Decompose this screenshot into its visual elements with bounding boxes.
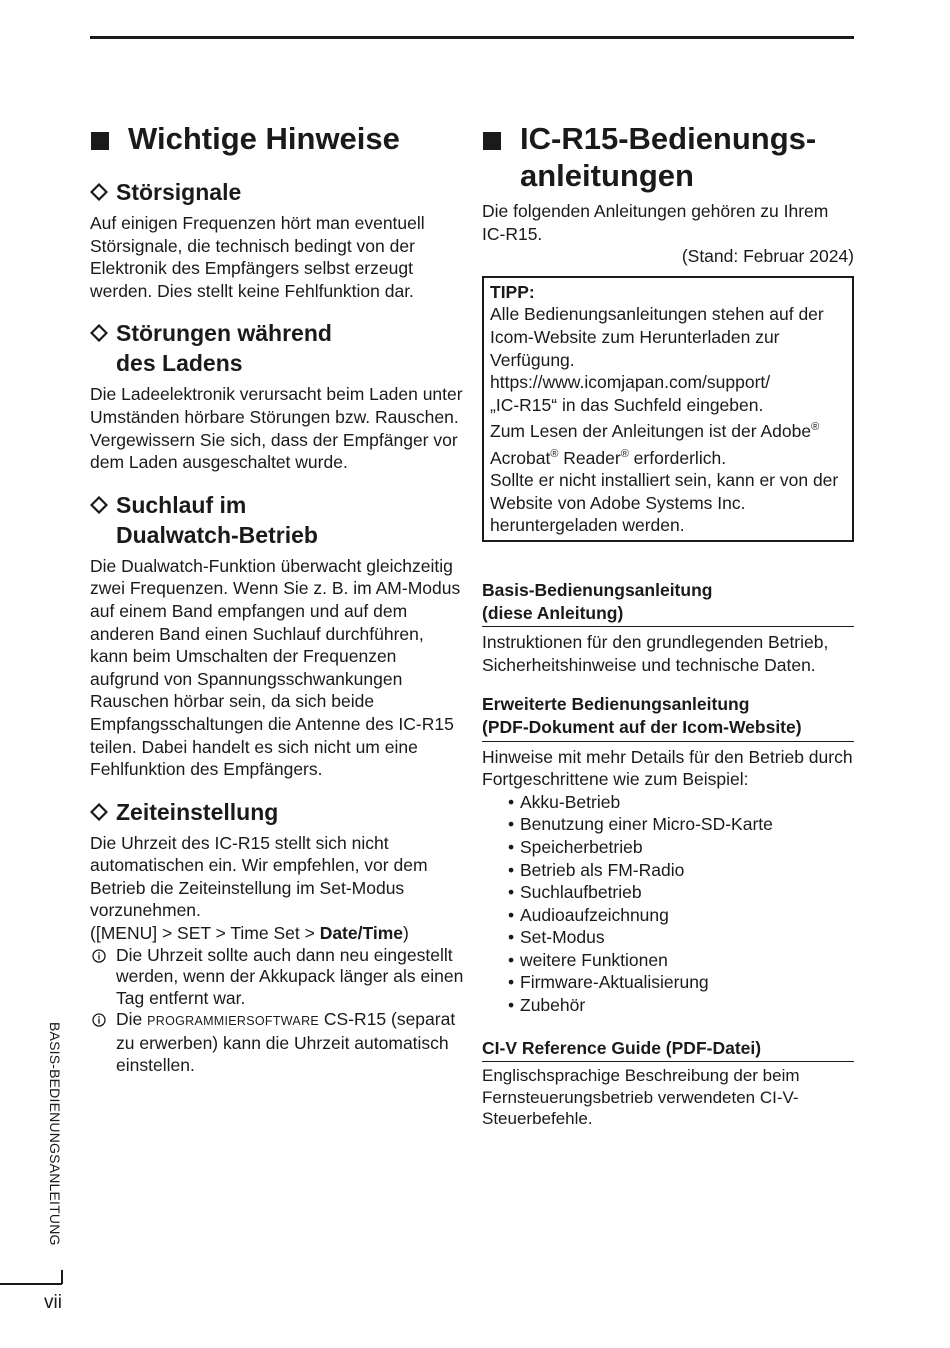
- paragraph-suchlauf-dualwatch: Die Dualwatch-Funktion überwacht gleichzeitig zwei Frequenzen. Wenn Sie z. B. im AM-Modus auf einem Band empfangen und auf dem anderen Band einen Suchlauf durchführen, kann beim Umschalten der Frequenzen aufgrund von Spannungsschwankungen Rauschen hörbar sein, da sich beide Empfangsschaltungen die Antenne des IC-R15 teilen. Dabei handelt es sich nicht um eine Fehlfunktion des Empfängers.: [90, 555, 461, 780]
- list-item: • Zubehör: [508, 994, 854, 1017]
- feature-list: [482, 791, 854, 1017]
- list-item: • Benutzung einer Micro-SD-Karte: [508, 813, 854, 836]
- list-item: • Akku-Betrieb: [508, 791, 854, 814]
- section-title-bedienungsanleitungen: IC-R15-Bedienungs- anleitungen: [482, 120, 854, 194]
- square-bullet-icon: [483, 132, 501, 150]
- diamond-icon: [90, 183, 108, 201]
- tip-label: TIPP:: [490, 281, 535, 302]
- heading-civ-guide: CI-V Reference Guide (PDF-Datei): [482, 1037, 854, 1063]
- intro-text: Die folgenden Anleitungen gehören zu Ihrem IC-R15.: [482, 201, 829, 244]
- right-column: [482, 120, 854, 1130]
- section-title-wichtige-hinweise: Wichtige Hinweise: [90, 120, 466, 157]
- list-item: • Betrieb als FM-Radio: [508, 859, 854, 882]
- heading-stoersignale: Störsignale: [90, 177, 466, 207]
- paragraph-basis-anleitung: Instruktionen für den grundlegenden Betrieb, Sicherheitshinweise und technische Daten.: [482, 632, 829, 675]
- diamond-icon: [90, 803, 108, 821]
- tip-search-hint: „IC-R15“ in das Suchfeld eingeben.: [490, 394, 764, 415]
- note-programmiersoftware: Die PROGRAMMIERSOFTWARE CS-R15 (separat zu erwerben) kann die Uhrzeit automatisch einstellen.: [90, 1009, 466, 1076]
- list-item: • Set-Modus: [508, 926, 854, 949]
- info-icon: [92, 949, 106, 963]
- menu-path: ([MENU] > SET > Time Set > Date/Time): [90, 923, 409, 944]
- note-uhrzeit: Die Uhrzeit sollte auch dann neu eingestellt werden, wenn der Akkupack länger als einen Tag entfernt war.: [90, 945, 466, 1010]
- heading-stoerungen-laden: Störungen während des Ladens: [90, 318, 466, 378]
- paragraph-stoersignale: Auf einigen Frequenzen hört man eventuell Störsignale, die technisch bedingt von der Elektronik des Empfängers selbst erzeugt werden. Dies stellt keine Fehlfunktion dar.: [90, 213, 425, 301]
- top-rule: [90, 36, 854, 39]
- diamond-icon: [90, 324, 108, 342]
- paragraph-civ-guide: Englischsprachige Beschreibung der beim Fernsteuerungsbetrieb verwendeten CI-V-Steuerbefehle.: [482, 1066, 800, 1129]
- side-label: BASIS-BEDIENUNGSANLEITUNG: [47, 1022, 63, 1246]
- tip-box: [482, 276, 854, 542]
- tip-download-text: Sollte er nicht installiert sein, kann er von der Website von Adobe Systems Inc. heruntergeladen werden.: [490, 470, 839, 536]
- diamond-icon: [90, 496, 108, 514]
- paragraph-erweiterte-anleitung: Hinweise mit mehr Details für den Betrieb durch Fortgeschrittene wie zum Beispiel:: [482, 746, 853, 790]
- heading-zeiteinstellung: Zeiteinstellung: [90, 797, 466, 827]
- paragraph-zeiteinstellung: Die Uhrzeit des IC-R15 stellt sich nicht automatischen ein. Wir empfehlen, vor dem Betrieb die Zeiteinstellung im Set-Modus vorzunehmen.: [90, 832, 428, 921]
- info-icon: [92, 1013, 106, 1027]
- left-column: [90, 120, 466, 1076]
- list-item: • Suchlaufbetrieb: [508, 881, 854, 904]
- tip-adobe-reader: Zum Lesen der Anleitungen ist der Adobe® Acrobat® Reader® erforderlich.: [490, 421, 820, 468]
- heading-basis-anleitung: Basis-Bedienungsanleitung (diese Anleitung): [482, 579, 854, 627]
- heading-suchlauf-dualwatch: Suchlauf im Dualwatch-Betrieb: [90, 490, 466, 550]
- list-item: • Firmware-Aktualisierung: [508, 971, 854, 994]
- footer-rule: [0, 1283, 62, 1285]
- side-divider: [61, 1270, 63, 1284]
- list-item: • weitere Funktionen: [508, 949, 854, 972]
- stand-date: (Stand: Februar 2024): [681, 246, 854, 267]
- heading-erweiterte-anleitung: Erweiterte Bedienungsanleitung (PDF-Dokument auf der Icom-Website): [482, 693, 854, 741]
- tip-text: Alle Bedienungsanleitungen stehen auf der Icom-Website zum Herunterladen zur Verfügung.: [490, 304, 824, 370]
- page-number: vii: [44, 1292, 62, 1313]
- list-item: • Audioaufzeichnung: [508, 904, 854, 927]
- paragraph-stoerungen-laden: Die Ladeelektronik verursacht beim Laden unter Umständen hörbare Störungen bzw. Rauschen. Vergewissern Sie sich, dass der Empfänger vor dem Laden ausgeschaltet wurde.: [90, 384, 463, 473]
- tip-url: https://www.icomjapan.com/support/: [490, 372, 771, 393]
- square-bullet-icon: [91, 132, 109, 150]
- list-item: • Speicherbetrieb: [508, 836, 854, 859]
